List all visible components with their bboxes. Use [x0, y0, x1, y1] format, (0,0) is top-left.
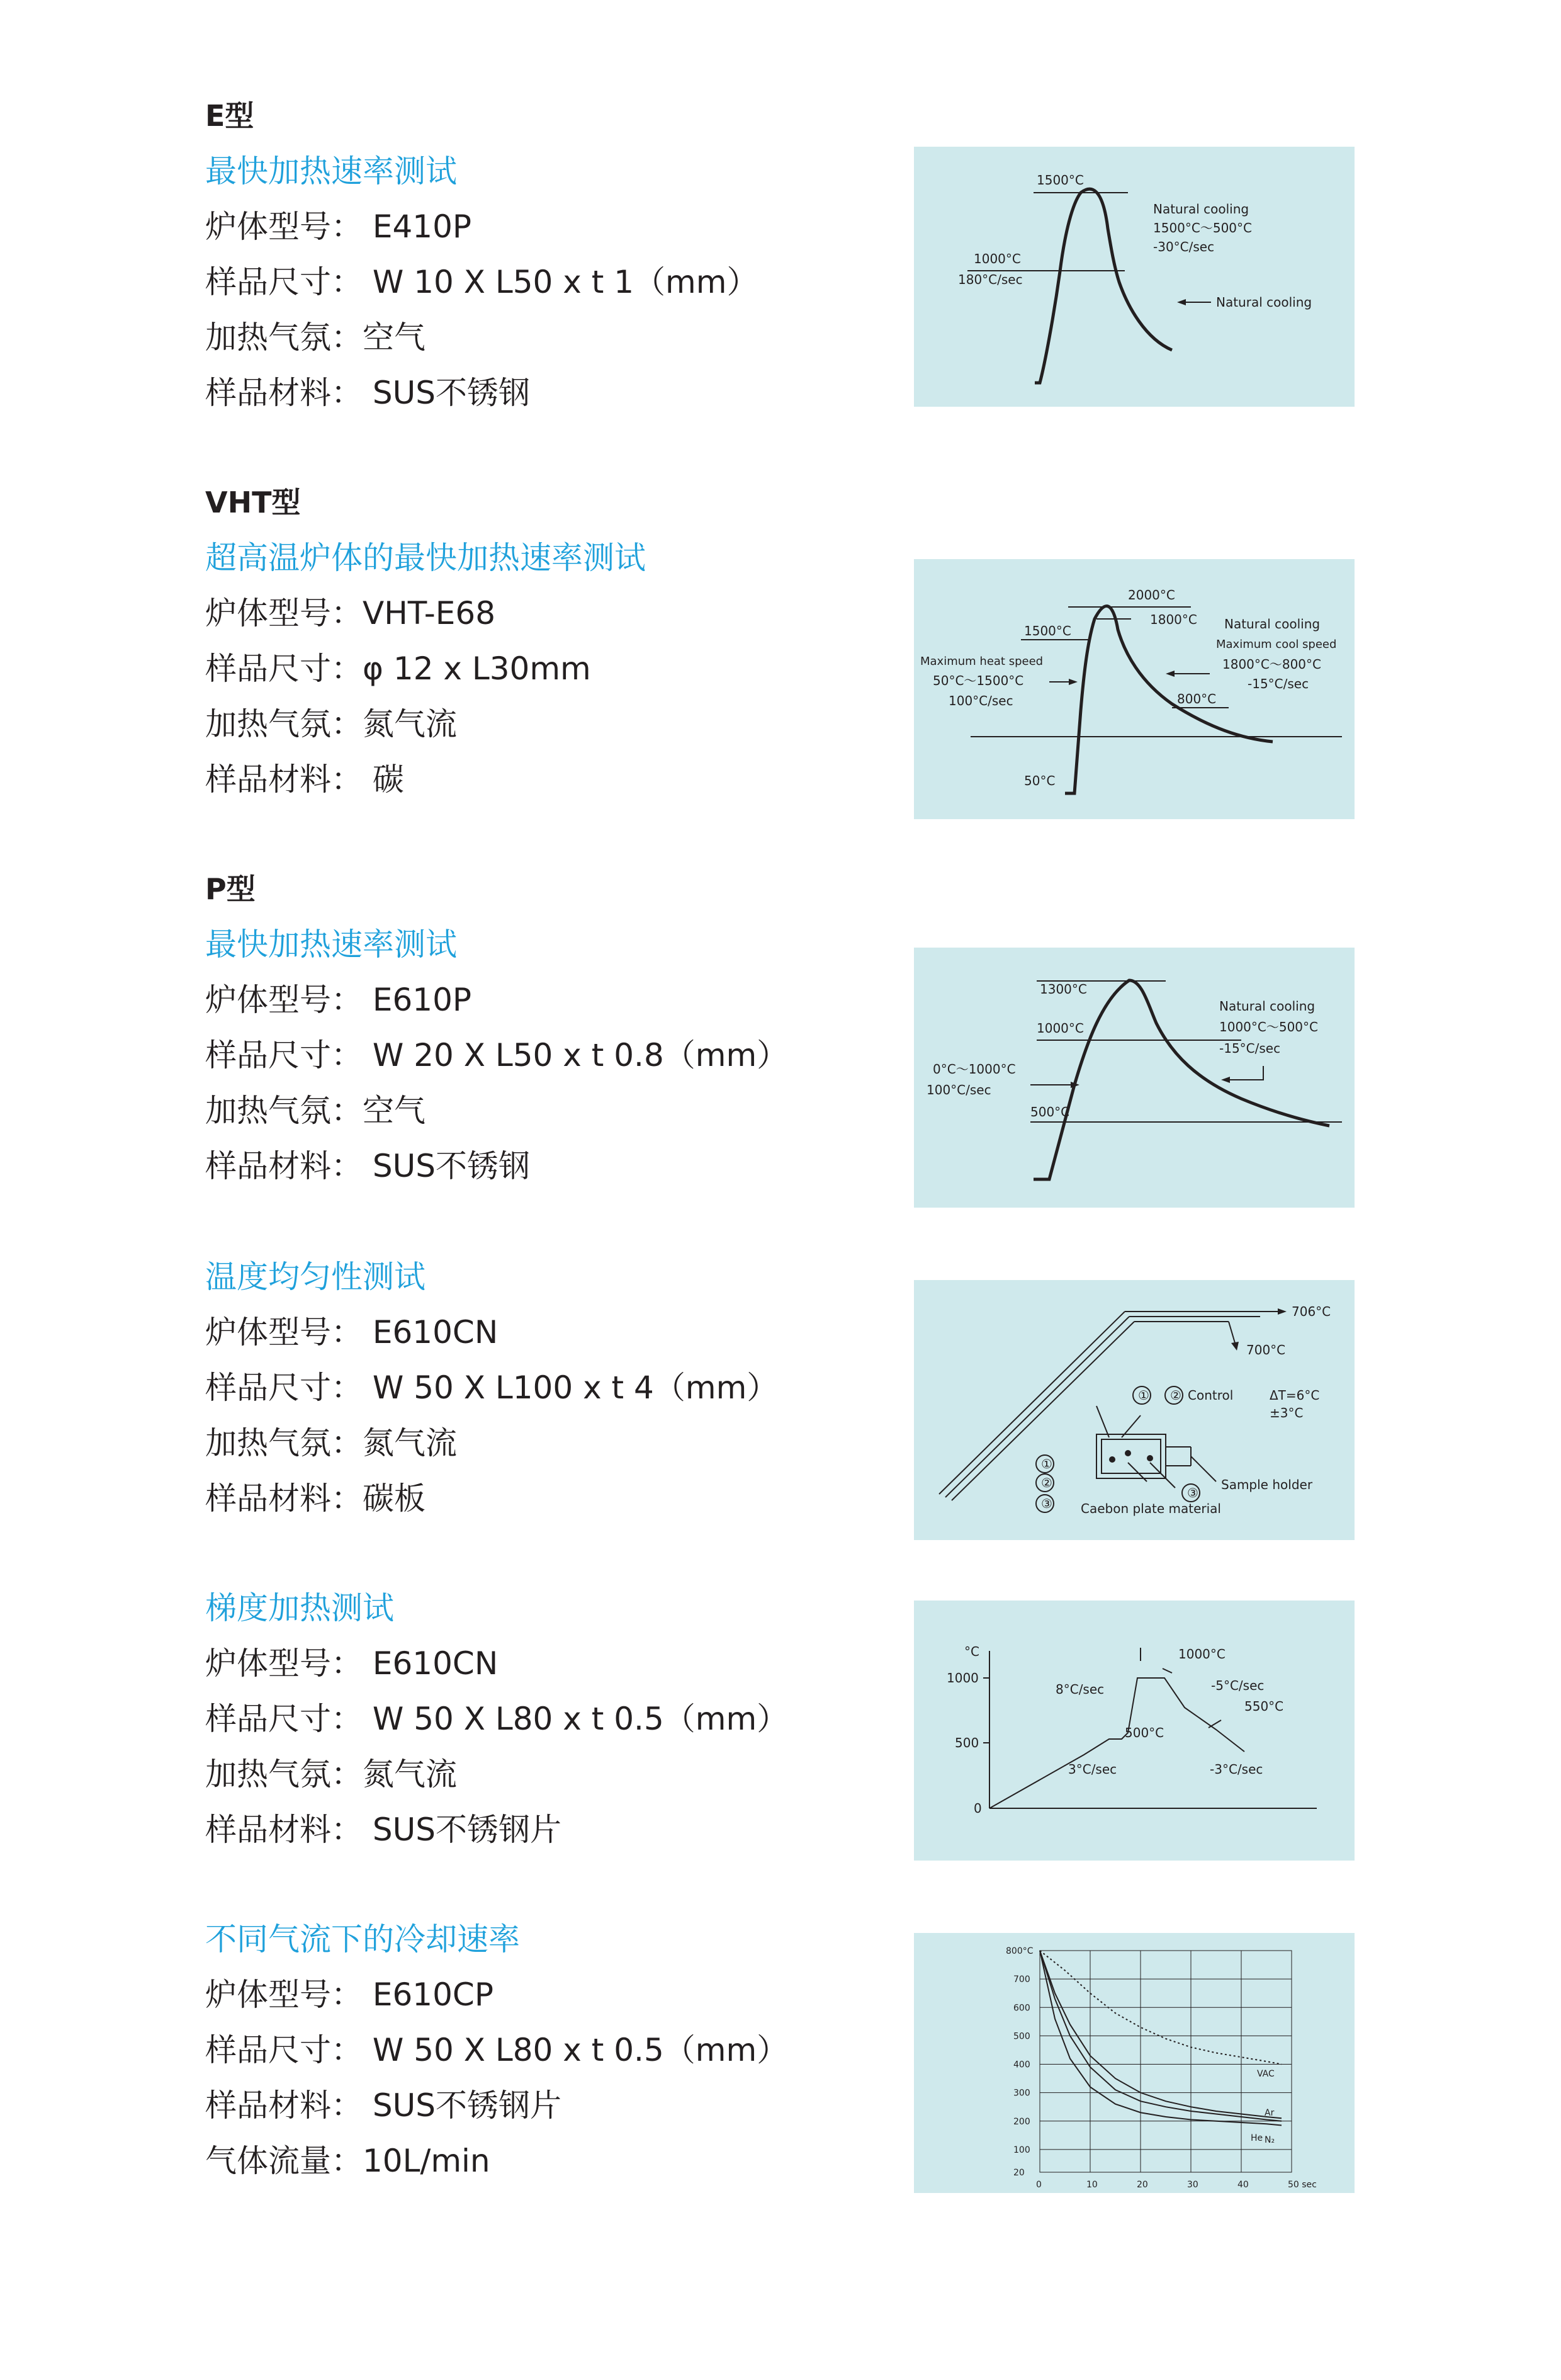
pointer-arrow [1177, 299, 1186, 305]
spec-material: 样品材料： 碳 [205, 761, 404, 798]
test-title: 最快加热速率测试 [205, 153, 457, 190]
spec-material: 样品材料：碳板 [205, 1480, 425, 1517]
chart-annotation: -3°C/sec [1210, 1762, 1263, 1777]
chart-annotation: -5°C/sec [1211, 1678, 1265, 1693]
chart-annotation: 1500°C～500°C [1153, 220, 1253, 235]
diagram-label: Control [1188, 1388, 1234, 1403]
chart-annotation: 550°C [1244, 1699, 1284, 1714]
x-tick-label: 50 sec [1288, 2180, 1317, 2190]
chart-panel-e410p [914, 147, 1355, 407]
leader-line [1096, 1406, 1109, 1437]
x-tick-label: 0 [1036, 2180, 1042, 2190]
spec-material: 样品材料： SUS不锈钢片 [205, 1811, 561, 1848]
spec-size: 样品尺寸： W 20 X L50 x t 0.8（mm） [205, 1037, 789, 1074]
x-tick-label: 30 [1187, 2180, 1198, 2190]
uniformity-diagram [914, 1280, 1355, 1540]
spec-atmosphere: 加热气氛：空气 [205, 1092, 425, 1129]
annotation-tick [1163, 1669, 1172, 1673]
gradient-heating-chart [914, 1601, 1355, 1861]
chart-annotation: 180°C/sec [958, 272, 1023, 287]
data-curve [1065, 606, 1273, 793]
spec-size: 样品尺寸：φ 12 x L30mm [205, 650, 591, 687]
heating-curve-chart [914, 559, 1355, 819]
data-curve [1035, 189, 1172, 383]
series-label: VAC [1257, 2069, 1275, 2079]
spec-size: 样品尺寸： W 50 X L80 x t 0.5（mm） [205, 1701, 789, 1737]
spec-size: 样品尺寸： W 50 X L80 x t 0.5（mm） [205, 2032, 789, 2068]
spec-model: 炉体型号： E610CP [205, 1976, 493, 2013]
y-unit-label: °C [964, 1644, 979, 1659]
section-heading-e: E型 [205, 99, 254, 133]
spec-model: 炉体型号： E610CN [205, 1645, 499, 1682]
chart-annotation: -30°C/sec [1153, 239, 1215, 254]
y-tick-label: 600 [1013, 2003, 1030, 2014]
diagram-label: Sample holder [1221, 1477, 1313, 1492]
pointer-arrow [1278, 1308, 1287, 1315]
y-tick-label: 400 [1013, 2060, 1030, 2070]
heating-curve-chart [914, 147, 1355, 407]
spec-atmosphere: 加热气氛：氮气流 [205, 1425, 457, 1461]
chart-annotation: 1000°C～500°C [1219, 1019, 1319, 1034]
chart-annotation: -15°C/sec [1219, 1041, 1281, 1056]
y-tick-label: 800°C [1006, 1946, 1034, 1956]
section-heading-vht: VHT型 [205, 485, 301, 519]
y-tick-label: 100 [1013, 2145, 1030, 2155]
spec-atmosphere: 加热气氛：氮气流 [205, 706, 457, 742]
x-tick-label: 40 [1237, 2180, 1249, 2190]
y-tick-label: 500 [955, 1735, 979, 1750]
diagram-label: ③ [1041, 1496, 1052, 1511]
measurement-point [1109, 1456, 1115, 1463]
x-tick-label: 20 [1137, 2180, 1148, 2190]
series-label: Ar [1265, 2108, 1275, 2118]
diagram-label: ① [1138, 1388, 1149, 1403]
chart-annotation: 100°C/sec [949, 693, 1013, 708]
measurement-point [1125, 1450, 1131, 1456]
chart-annotation: 1800°C [1150, 612, 1197, 627]
y-tick-label: 1000 [947, 1670, 979, 1686]
leader-line [1191, 1456, 1216, 1482]
test-title: 最快加热速率测试 [205, 926, 457, 963]
diagram-label: 706°C [1292, 1304, 1331, 1319]
annotation-tick [1209, 1720, 1221, 1728]
spec-model: 炉体型号： E410P [205, 208, 472, 245]
sample-holder-box [1096, 1434, 1166, 1478]
heating-curve-chart [914, 948, 1355, 1208]
spec-size: 样品尺寸： W 50 X L100 x t 4（mm） [205, 1369, 779, 1406]
y-tick-label: 500 [1013, 2031, 1030, 2042]
chart-annotation: 1000°C [1037, 1021, 1084, 1036]
series-label: N₂ [1265, 2135, 1275, 2145]
chart-annotation: Natural cooling [1219, 999, 1316, 1014]
diagram-label: 700°C [1246, 1342, 1286, 1357]
chart-annotation: 3°C/sec [1068, 1762, 1117, 1777]
test-title: 超高温炉体的最快加热速率测试 [205, 540, 646, 576]
diagram-label: ΔT=6°C [1270, 1388, 1320, 1403]
chart-annotation: 1000°C [1178, 1646, 1226, 1662]
chart-panel-e610p [914, 948, 1355, 1208]
pointer-arrow [1069, 679, 1078, 685]
test-title: 梯度加热测试 [205, 1590, 394, 1626]
pointer-arrow [1166, 671, 1175, 677]
spec-model: 炉体型号：VHT-E68 [205, 595, 496, 632]
chart-annotation: Maximum heat speed [920, 655, 1044, 668]
diagram-label: ② [1041, 1475, 1052, 1490]
chart-annotation: 2000°C [1128, 587, 1175, 603]
x-tick-label: 10 [1086, 2180, 1098, 2190]
chart-annotation: Natural cooling [1224, 616, 1321, 632]
y-tick-label: 300 [1013, 2088, 1030, 2099]
chart-annotation: Maximum cool speed [1216, 638, 1337, 651]
chart-panel-cooling [914, 1933, 1355, 2193]
cooling-rate-chart [914, 1933, 1355, 2193]
chart-annotation: 500°C [1030, 1104, 1070, 1119]
diagram-panel-uniformity [914, 1280, 1355, 1540]
y-tick-label: 20 [1013, 2168, 1025, 2178]
chart-annotation: Natural cooling [1216, 295, 1312, 310]
pointer-arrow [1231, 1342, 1239, 1351]
chart-annotation: 8°C/sec [1056, 1682, 1105, 1697]
spec-model: 炉体型号： E610P [205, 982, 472, 1018]
pointer-arrow [1221, 1077, 1230, 1083]
series-line-ar [1040, 1951, 1282, 2118]
diagram-label: ±3°C [1270, 1405, 1304, 1420]
diagram-label: ① [1041, 1456, 1052, 1471]
y-tick-label: 700 [1013, 1975, 1030, 1985]
spec-gas-flow: 气体流量：10L/min [205, 2143, 490, 2179]
chart-annotation: 0°C～1000°C [933, 1062, 1016, 1077]
pointer-line [1229, 1322, 1235, 1343]
chart-panel-vht-e68 [914, 559, 1355, 819]
chart-annotation: 100°C/sec [927, 1082, 991, 1097]
chart-panel-gradient [914, 1601, 1355, 1861]
chart-annotation: 1800°C～800°C [1222, 657, 1322, 672]
section-heading-p: P型 [205, 872, 256, 906]
chart-annotation: 500°C [1125, 1725, 1164, 1740]
spec-atmosphere: 加热气氛：空气 [205, 319, 425, 356]
spec-material: 样品材料： SUS不锈钢片 [205, 2087, 561, 2124]
test-title: 温度均匀性测试 [205, 1259, 425, 1295]
spec-material: 样品材料： SUS不锈钢 [205, 1148, 530, 1184]
chart-annotation: 1000°C [974, 251, 1021, 266]
y-tick-label: 200 [1013, 2116, 1030, 2127]
chart-annotation: 800°C [1177, 691, 1217, 706]
chart-annotation: 50°C [1024, 773, 1056, 788]
chart-annotation: 1300°C [1040, 982, 1087, 997]
measurement-point [1147, 1455, 1153, 1461]
diagram-label: ③ [1187, 1485, 1198, 1500]
chart-annotation: 50°C～1500°C [933, 673, 1024, 688]
spec-size: 样品尺寸： W 10 X L50 x t 1（mm） [205, 264, 758, 300]
series-label: He [1251, 2133, 1263, 2143]
y-tick-label: 0 [974, 1801, 982, 1816]
spec-material: 样品材料： SUS不锈钢 [205, 375, 530, 411]
spec-model: 炉体型号： E610CN [205, 1314, 499, 1351]
data-curve [989, 1678, 1244, 1808]
test-title: 不同气流下的冷却速率 [205, 1921, 520, 1958]
spec-atmosphere: 加热气氛：氮气流 [205, 1756, 457, 1793]
chart-annotation: 1500°C [1024, 623, 1071, 638]
chart-annotation: Natural cooling [1153, 201, 1249, 217]
pointer-line [1229, 1066, 1263, 1080]
diagram-label: ② [1170, 1388, 1181, 1403]
diagram-label: Caebon plate material [1081, 1501, 1221, 1516]
chart-annotation: -15°C/sec [1248, 676, 1309, 691]
chart-annotation: 1500°C [1037, 173, 1084, 188]
